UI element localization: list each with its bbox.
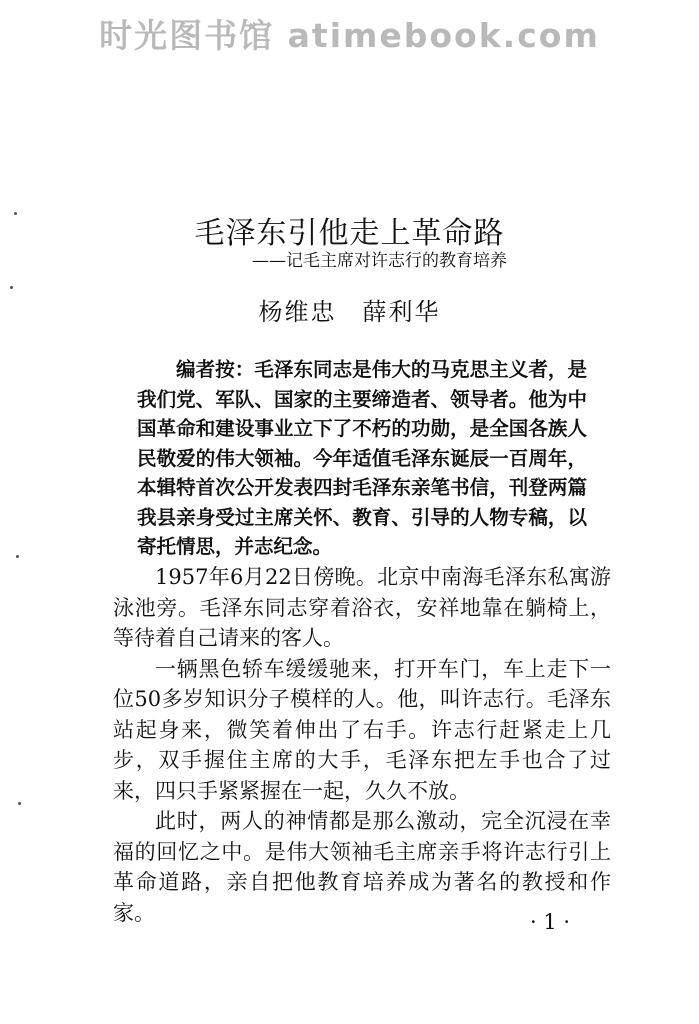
body-paragraph: 1957年6月22日傍晚。北京中南海毛泽东私寓游泳池旁。毛泽东同志穿着浴衣，安祥地靠在躺椅上，等待着自己请来的客人。: [113, 565, 611, 650]
scan-speck: [10, 286, 13, 289]
body-paragraph: 一辆黑色轿车缓缓驰来，打开车门，车上走下一位50多岁知识分子模样的人。他，叫许志行。毛泽东站起身来，微笑着伸出了右手。许志行赶紧走上几步，双手握住主席的大手，毛泽东把左手也合了过来，四只手紧紧握在一起，久久不放。: [113, 656, 611, 803]
scan-speck: [16, 555, 19, 558]
article-subtitle: ——记毛主席对许志行的教育培养: [252, 251, 507, 271]
watermark: 时光图书馆 atimebook.com: [99, 16, 600, 55]
article-body: [113, 562, 611, 928]
article-authors: 杨维忠 薛利华: [258, 298, 441, 326]
body-paragraph: 此时，两人的神情都是那么激动，完全沉浸在幸福的回忆之中。是伟大领袖毛主席亲手将许志行引上革命道路，亲自把他教育培养成为著名的教授和作家。: [113, 809, 611, 925]
scan-speck: [18, 802, 21, 805]
article-title: 毛泽东引他走上革命路: [194, 216, 505, 251]
editor-note: 编者按：毛泽东同志是伟大的马克思主义者，是我们党、军队、国家的主要缔造者、领导者。他为中国革命和建设事业立下了不朽的功勋，是全国各族人民敬爱的伟大领袖。今年适值毛泽东诞辰一百周年，本辑特首次公开发表四封毛泽东亲笔书信，刊登两篇我县亲身受过主席关怀、教育、引导的人物专稿，以寄托情思，并志纪念。: [137, 358, 587, 558]
page-number: · 1 ·: [530, 910, 571, 934]
